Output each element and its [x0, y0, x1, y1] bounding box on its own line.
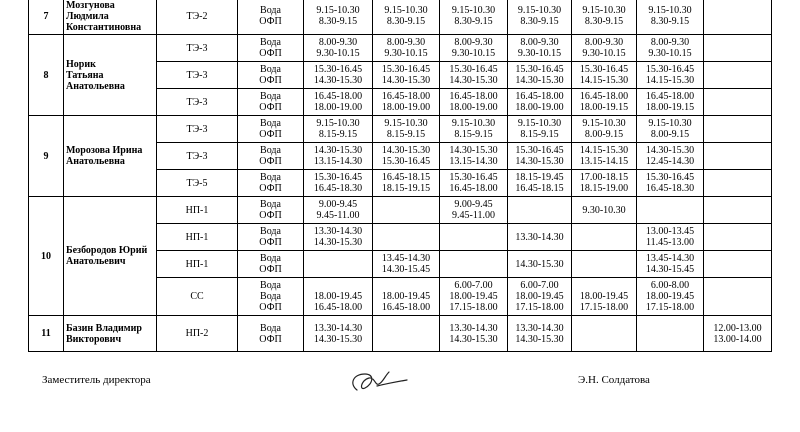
time-line: 15.30-16.45 [515, 145, 564, 156]
time-cell [508, 170, 572, 197]
group-cell: ТЭ-2 [157, 0, 238, 35]
time-line: 18.00-19.45 [579, 291, 629, 302]
time-cell [704, 143, 772, 170]
time-line: 15.30-16.45 [313, 172, 363, 183]
time-line: 8.30-9.15 [318, 16, 358, 27]
time-line: 18.00-19.45 [381, 291, 431, 302]
time-line: 17.15-18.00 [579, 302, 629, 313]
time-cell [572, 0, 637, 35]
table-row [29, 0, 772, 35]
time-line: 6.00-7.00 [520, 280, 559, 291]
time-line [375, 280, 437, 291]
activity-line: ОФП [259, 333, 282, 345]
time-cell [572, 35, 637, 62]
time-line: 15.30-16.45 [579, 64, 629, 75]
time-cell [440, 170, 508, 197]
time-line: 14.30-15.30 [313, 237, 363, 248]
coach-name-line: Викторович [66, 333, 122, 345]
time-line: 14.30-15.45 [645, 264, 695, 275]
time-line: 14.30-15.30 [313, 75, 363, 86]
time-cell [304, 197, 373, 224]
activity-line: ОФП [259, 75, 282, 86]
time-line: 16.45-18.00 [313, 302, 363, 313]
time-line: 18.00-19.45 [313, 291, 363, 302]
coach-name-line: Норик [66, 58, 96, 70]
time-line: 14.30-15.30 [645, 145, 695, 156]
signature-image [345, 366, 415, 400]
coach-name [64, 316, 157, 352]
time-cell [508, 0, 572, 35]
time-line: 18.00-19.00 [381, 102, 431, 113]
time-line: 9.00-9.45 [454, 199, 493, 210]
time-cell [508, 62, 572, 89]
time-line: 16.45-18.00 [645, 91, 695, 102]
group-cell: ТЭ-3 [157, 89, 238, 116]
time-cell [704, 89, 772, 116]
activity-cell [238, 224, 304, 251]
time-line: 16.45-18.00 [449, 183, 498, 194]
group-cell: СС [157, 278, 238, 316]
time-line: 16.45-18.15 [515, 183, 564, 194]
time-line: 16.45-18.00 [579, 91, 629, 102]
time-line: 11.45-13.00 [646, 237, 694, 248]
time-cell [572, 143, 637, 170]
time-line: 13.30-14.30 [313, 322, 363, 334]
group-cell: ТЭ-5 [157, 170, 238, 197]
activity-line: ОФП [259, 156, 282, 167]
coach-name-line: Безбородов Юрий [66, 245, 148, 256]
activity-line: Вода [260, 322, 281, 334]
time-line: 18.15-19.15 [381, 183, 431, 194]
time-line: 18.00-19.45 [449, 291, 498, 302]
activity-line: Вода [260, 37, 281, 48]
coach-name-line: Мозгунова [66, 0, 115, 11]
time-line: 9.30-10.15 [517, 48, 562, 59]
time-line: 13.15-14.15 [579, 156, 629, 167]
time-cell [440, 316, 508, 352]
time-cell [304, 0, 373, 35]
time-line: 8.00-9.30 [454, 37, 493, 48]
activity-line: Вода [260, 280, 281, 291]
activity-line: ОФП [259, 48, 282, 59]
time-line: 9.15-10.30 [316, 5, 360, 16]
coach-name-line: Константиновна [66, 21, 142, 33]
time-line: 17.15-18.00 [645, 302, 695, 313]
time-cell [440, 62, 508, 89]
time-line: 14.30-15.30 [313, 145, 363, 156]
activity-line: ОФП [259, 16, 282, 27]
coach-number: 10 [29, 197, 64, 316]
activity-line: Вода [260, 145, 281, 156]
activity-cell [238, 116, 304, 143]
time-line: 17.15-18.00 [515, 302, 564, 313]
time-cell [373, 143, 440, 170]
time-cell [637, 170, 704, 197]
group-cell: НП-2 [157, 316, 238, 352]
time-line: 13.00-14.00 [713, 333, 762, 345]
activity-line: ОФП [259, 302, 282, 313]
time-line: 9.15-10.30 [316, 118, 360, 129]
time-line: 9.15-10.30 [451, 5, 496, 16]
coach-number: 9 [29, 116, 64, 197]
time-line: 14.30-15.30 [449, 333, 498, 345]
activity-line: ОФП [259, 237, 282, 248]
activity-line: Вода [260, 199, 281, 210]
activity-line: Вода [260, 253, 281, 264]
time-cell [704, 35, 772, 62]
time-cell [373, 224, 440, 251]
time-cell [704, 170, 772, 197]
time-line: 14.30-15.30 [515, 75, 564, 86]
time-cell [637, 224, 704, 251]
time-cell [704, 251, 772, 278]
time-line: 9.15-10.30 [517, 118, 562, 129]
time-cell [304, 143, 373, 170]
time-cell [704, 0, 772, 35]
time-cell [304, 89, 373, 116]
time-line: 16.45-18.00 [515, 91, 564, 102]
coach-name-line: Анатольевич [66, 256, 126, 267]
time-line: 14.15-15.30 [579, 145, 629, 156]
group-cell: НП-1 [157, 251, 238, 278]
time-line: 13.15-14.30 [313, 156, 363, 167]
time-line: 14.30-15.30 [515, 333, 564, 345]
time-line: 9.15-10.30 [648, 118, 692, 129]
coach-name-line: Анатольевна [66, 80, 125, 92]
time-cell [373, 116, 440, 143]
coach-number: 7 [29, 0, 64, 35]
time-line: 8.00-9.15 [650, 129, 690, 140]
time-line: 6.00-8.00 [650, 280, 690, 291]
time-line: 9.30-10.15 [384, 48, 428, 59]
time-line: 13.45-14.30 [381, 253, 431, 264]
activity-line: ОФП [259, 264, 282, 275]
time-cell [440, 278, 508, 316]
time-cell [373, 278, 440, 316]
time-cell [373, 62, 440, 89]
coach-number: 11 [29, 316, 64, 352]
activity-cell [238, 170, 304, 197]
time-line: 15.30-16.45 [381, 64, 431, 75]
time-line: 8.00-9.15 [584, 129, 624, 140]
time-cell [440, 116, 508, 143]
time-line: 8.15-9.15 [520, 129, 559, 140]
time-cell [508, 224, 572, 251]
time-line: 15.30-16.45 [449, 64, 498, 75]
time-cell [304, 251, 373, 278]
time-line: 8.30-9.15 [584, 16, 624, 27]
time-cell [304, 116, 373, 143]
group-cell: ТЭ-3 [157, 116, 238, 143]
coach-name-line: Людмила [66, 10, 109, 22]
time-cell [508, 143, 572, 170]
time-line: 18.00-19.45 [645, 291, 695, 302]
time-line: 12.00-13.00 [713, 322, 762, 334]
time-cell [572, 278, 637, 316]
activity-cell [238, 62, 304, 89]
time-cell [440, 35, 508, 62]
coach-name-line: Татьяна [66, 69, 104, 81]
time-line: 8.00-9.30 [584, 37, 624, 48]
group-cell: ТЭ-3 [157, 143, 238, 170]
time-line: 16.45-18.00 [449, 91, 498, 102]
time-cell [704, 62, 772, 89]
time-line: 9.30-10.15 [648, 48, 692, 59]
time-line: 13.30-14.30 [515, 231, 564, 243]
time-line: 9.30-10.15 [451, 48, 496, 59]
time-line: 18.00-19.00 [449, 102, 498, 113]
activity-line: Вода [260, 226, 281, 237]
time-cell [304, 170, 373, 197]
time-cell [572, 197, 637, 224]
time-line: 14.15-15.30 [579, 75, 629, 86]
time-line: 14.30-15.30 [313, 333, 363, 345]
activity-cell [238, 197, 304, 224]
coach-name-line: Анатольевна [66, 156, 125, 167]
time-cell [373, 89, 440, 116]
time-cell [637, 316, 704, 352]
time-line: 8.00-9.30 [650, 37, 690, 48]
time-cell [637, 251, 704, 278]
time-cell [373, 35, 440, 62]
time-line: 15.30-16.45 [515, 64, 564, 75]
time-line: 13.00-13.45 [645, 226, 695, 237]
time-line: 9.00-9.45 [318, 199, 358, 210]
activity-line: Вода [260, 172, 281, 183]
time-line: 16.45-18.15 [381, 172, 431, 183]
time-cell [304, 278, 373, 316]
time-cell [373, 170, 440, 197]
time-cell [637, 62, 704, 89]
time-cell [572, 62, 637, 89]
group-cell: ТЭ-3 [157, 62, 238, 89]
time-line: 9.30-10.15 [582, 48, 626, 59]
time-cell [508, 316, 572, 352]
time-line: 8.15-9.15 [318, 129, 358, 140]
time-cell [440, 197, 508, 224]
time-line: 15.30-16.45 [645, 64, 695, 75]
time-cell [440, 224, 508, 251]
activity-line: Вода [260, 5, 281, 16]
time-line: 17.15-18.00 [449, 302, 498, 313]
time-line: 16.45-18.30 [645, 183, 695, 194]
time-line: 15.30-16.45 [645, 172, 695, 183]
activity-line: Вода [260, 64, 281, 75]
time-cell [508, 89, 572, 116]
time-cell [637, 116, 704, 143]
time-line: 18.00-19.15 [579, 102, 629, 113]
time-line: 13.15-14.30 [449, 156, 498, 167]
time-cell [704, 278, 772, 316]
activity-line: ОФП [259, 210, 282, 221]
time-line: 16.45-18.00 [313, 91, 363, 102]
time-cell [637, 89, 704, 116]
time-cell [440, 0, 508, 35]
time-cell [508, 35, 572, 62]
time-line: 9.45-11.00 [316, 210, 360, 221]
time-line: 9.30-10.15 [316, 48, 360, 59]
time-line: 8.30-9.15 [650, 16, 690, 27]
time-line: 18.00-19.45 [515, 291, 564, 302]
group-cell: НП-1 [157, 197, 238, 224]
time-line: 17.00-18.15 [579, 172, 629, 183]
activity-cell [238, 278, 304, 316]
time-cell [572, 116, 637, 143]
activity-line: Вода [260, 291, 281, 302]
time-line: 9.15-10.30 [648, 5, 692, 16]
time-line: 12.45-14.30 [645, 156, 695, 167]
time-line: 14.30-15.30 [381, 145, 431, 156]
time-line: 14.30-15.30 [381, 75, 431, 86]
time-line: 14.30-15.30 [449, 145, 498, 156]
time-line: 16.45-18.30 [313, 183, 363, 194]
coach-name [64, 197, 157, 316]
time-line: 14.30-15.30 [449, 75, 498, 86]
time-cell [440, 89, 508, 116]
time-line: 8.30-9.15 [454, 16, 493, 27]
time-line: 14.15-15.30 [645, 75, 695, 86]
coach-name-line: Морозова Ирина [66, 145, 143, 156]
footer-signatory-name: Э.Н. Солдатова [578, 374, 650, 386]
time-cell [704, 316, 772, 352]
time-line: 8.15-9.15 [386, 129, 426, 140]
time-line: 15.30-16.45 [381, 156, 431, 167]
activity-line: ОФП [259, 102, 282, 113]
time-cell [704, 116, 772, 143]
time-line: 9.15-10.30 [582, 118, 626, 129]
time-line: 13.30-14.30 [313, 226, 363, 237]
activity-line: Вода [260, 118, 281, 129]
activity-cell [238, 316, 304, 352]
time-line: 13.30-14.30 [449, 322, 498, 334]
time-line: 13.45-14.30 [645, 253, 695, 264]
time-cell [572, 224, 637, 251]
time-line: 18.15-19.45 [515, 172, 564, 183]
time-line: 16.45-18.00 [381, 91, 431, 102]
time-cell [637, 0, 704, 35]
time-line: 9.30-10.30 [582, 204, 626, 216]
time-cell [304, 62, 373, 89]
activity-line: ОФП [259, 183, 282, 194]
table-row [29, 316, 772, 352]
activity-cell [238, 0, 304, 35]
time-line: 9.15-10.30 [582, 5, 626, 16]
time-cell [704, 197, 772, 224]
coach-name-line: Базин Владимир [66, 322, 142, 334]
table-row [29, 197, 772, 224]
coach-name [64, 35, 157, 116]
time-line: 18.00-19.15 [645, 102, 695, 113]
time-line: 15.30-16.45 [449, 172, 498, 183]
coach-number: 8 [29, 35, 64, 116]
time-line: 18.15-19.00 [579, 183, 629, 194]
group-cell: НП-1 [157, 224, 238, 251]
time-line: 14.30-15.30 [515, 156, 564, 167]
schedule-table [28, 0, 772, 352]
time-line: 13.30-14.30 [515, 322, 564, 334]
time-cell [304, 224, 373, 251]
time-cell [304, 316, 373, 352]
time-cell [572, 170, 637, 197]
time-line [306, 280, 370, 291]
activity-cell [238, 251, 304, 278]
time-cell [373, 251, 440, 278]
time-cell [637, 197, 704, 224]
time-cell [508, 278, 572, 316]
time-line: 8.30-9.15 [520, 16, 559, 27]
activity-line: Вода [260, 91, 281, 102]
activity-line: ОФП [259, 129, 282, 140]
time-cell [508, 197, 572, 224]
time-line: 9.15-10.30 [384, 5, 428, 16]
time-line: 15.30-16.45 [313, 64, 363, 75]
time-cell [440, 251, 508, 278]
time-line: 6.00-7.00 [454, 280, 493, 291]
time-cell [304, 35, 373, 62]
time-line: 8.00-9.30 [386, 37, 426, 48]
time-line [574, 280, 634, 291]
time-line: 18.00-19.00 [313, 102, 363, 113]
time-line: 8.30-9.15 [386, 16, 426, 27]
table-row [29, 116, 772, 143]
time-line: 8.15-9.15 [454, 129, 493, 140]
footer-position: Заместитель директора [42, 374, 151, 386]
time-line: 14.30-15.30 [515, 258, 564, 270]
table-row [29, 35, 772, 62]
time-cell [637, 143, 704, 170]
time-cell [373, 0, 440, 35]
time-cell [572, 316, 637, 352]
time-cell [637, 35, 704, 62]
time-line: 9.45-11.00 [452, 210, 495, 221]
time-cell [637, 278, 704, 316]
time-line: 16.45-18.00 [381, 302, 431, 313]
time-cell [508, 251, 572, 278]
time-cell [373, 316, 440, 352]
time-line: 9.15-10.30 [384, 118, 428, 129]
activity-cell [238, 89, 304, 116]
time-cell [508, 116, 572, 143]
time-line: 8.00-9.30 [318, 37, 358, 48]
time-line: 9.15-10.30 [451, 118, 496, 129]
time-cell [440, 143, 508, 170]
coach-name [64, 0, 157, 35]
time-line: 18.00-19.00 [515, 102, 564, 113]
time-line: 9.15-10.30 [517, 5, 562, 16]
activity-cell [238, 35, 304, 62]
time-cell [373, 197, 440, 224]
time-cell [572, 89, 637, 116]
group-cell: ТЭ-3 [157, 35, 238, 62]
time-cell [704, 224, 772, 251]
time-cell [572, 251, 637, 278]
time-line: 14.30-15.45 [381, 264, 431, 275]
time-line: 8.00-9.30 [520, 37, 559, 48]
activity-cell [238, 143, 304, 170]
coach-name [64, 116, 157, 197]
